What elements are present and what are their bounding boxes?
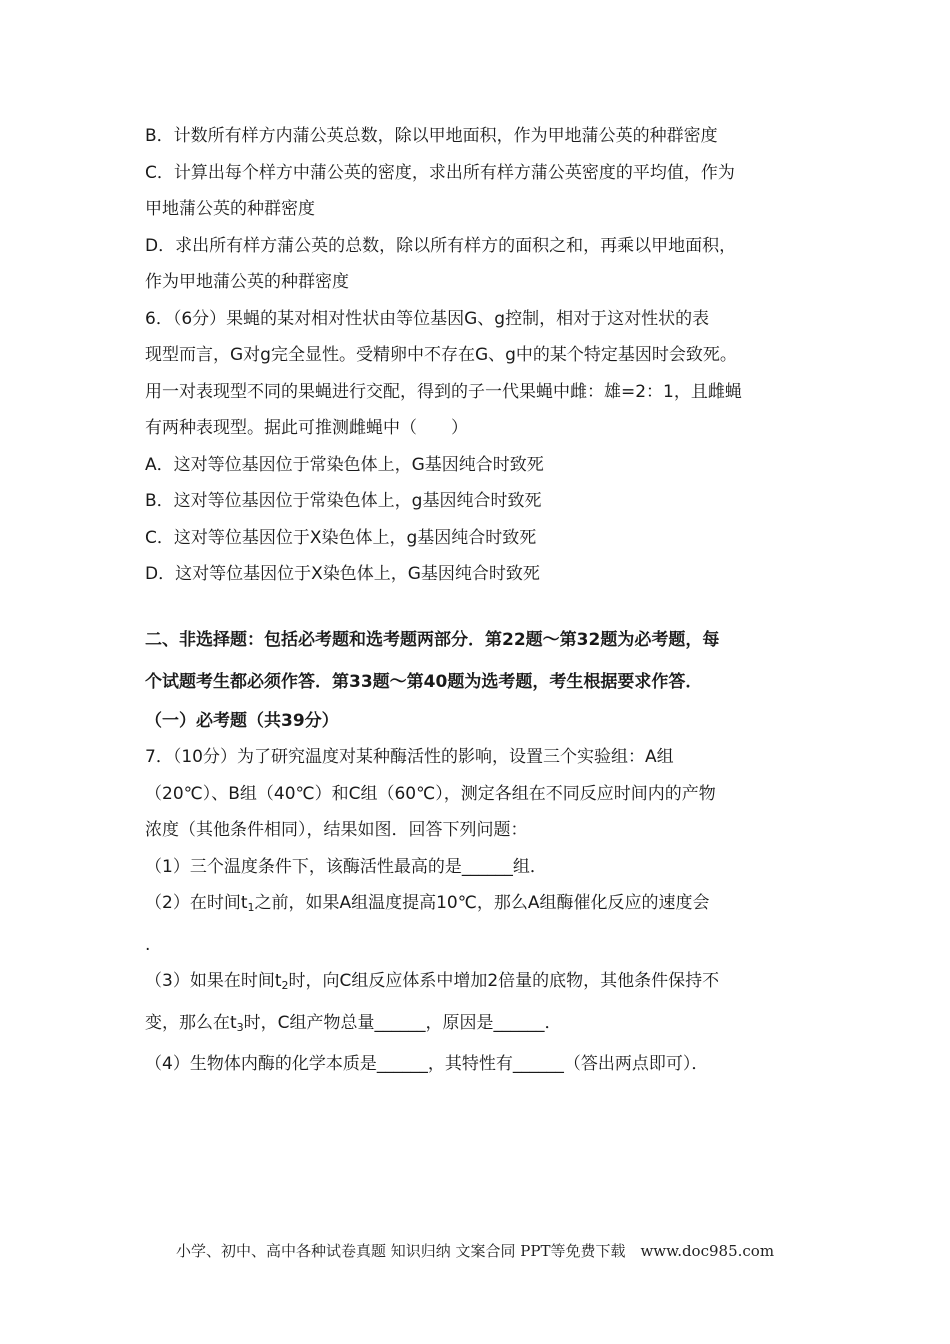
option-b-q6: B．这对等位基因位于常染色体上，g基因纯合时致死 <box>145 491 542 511</box>
option-c-q5-line2: 甲地蒲公英的种群密度 <box>145 199 315 219</box>
q7-sub3-text-d: 时，C组产物总量______，原因是______． <box>243 1012 562 1033</box>
question-7-line3: 浓度（其他条件相同），结果如图．回答下列问题： <box>145 820 528 840</box>
question-6-line4: 有两种表现型。据此可推测雌蝇中（ ） <box>145 418 468 438</box>
question-7-sub4: （4）生物体内酶的化学本质是______，其特性有______（答出两点即可）． <box>145 1054 709 1074</box>
option-a-q6: A．这对等位基因位于常染色体上，G基因纯合时致死 <box>145 454 544 475</box>
option-c-q5-line1: C．计算出每个样方中蒲公英的密度，求出所有样方蒲公英密度的平均值，作为 <box>145 162 735 183</box>
q7-sub2-text-a: （2）在时间t <box>145 893 248 913</box>
question-6-line2: 现型而言，G对g完全显性。受精卵中不存在G、g中的某个特定基因时会致死。 <box>145 345 737 365</box>
question-7-sub3 <box>145 963 825 1005</box>
question-7-line1: 7．（10分）为了研究温度对某种酶活性的影响，设置三个实验组：A组 <box>145 747 674 767</box>
q7-sub3-text-b: 时，向C组反应体系中增加2倍量的底物，其他条件保持不 <box>288 971 720 991</box>
question-7-sub3-cont <box>145 1005 825 1047</box>
q7-sub3-text-c: 变，那么在t <box>145 1012 237 1033</box>
option-b-q5: B．计数所有样方内蒲公英总数，除以甲地面积，作为甲地蒲公英的种群密度 <box>145 126 718 146</box>
subsection-heading: （一）必考题（共39分） <box>145 710 339 731</box>
option-d-q5-line2: 作为甲地蒲公英的种群密度 <box>145 272 349 292</box>
document-body <box>145 118 825 1083</box>
question-7-sub1: （1）三个温度条件下，该酶活性最高的是______组． <box>145 856 547 877</box>
section-gap <box>145 593 825 619</box>
subscript-1: 1 <box>247 901 255 914</box>
subscript-3: 3 <box>236 1020 244 1034</box>
option-d-q6: D．这对等位基因位于X染色体上，G基因纯合时致死 <box>145 564 540 584</box>
question-7-sub2 <box>145 885 825 927</box>
page-footer: 小学、初中、高中各种试卷真题 知识归纳 文案合同 PPT等免费下载 www.doc985.com <box>175 1242 775 1260</box>
section-heading-line1: 二、非选择题：包括必考题和选考题两部分．第22题～第32题为必考题，每 <box>145 629 720 650</box>
question-7-line2: （20℃）、B组（40℃）和C组（60℃），测定各组在不同反应时间内的产物 <box>145 783 716 804</box>
q7-sub2-text-b: 之前，如果A组温度提高10℃，那么A组酶催化反应的速度会 <box>254 893 710 913</box>
option-c-q6: C．这对等位基因位于X染色体上，g基因纯合时致死 <box>145 527 537 548</box>
section-heading-line2: 个试题考生都必须作答．第33题～第40题为选考题，考生根据要求作答． <box>145 671 703 692</box>
subscript-2: 2 <box>281 979 289 992</box>
q7-sub3-text-a: （3）如果在时间t <box>145 971 282 991</box>
question-6-line3: 用一对表现型不同的果蝇进行交配，得到的子一代果蝇中雌：雄=2：1，且雌蝇 <box>145 381 742 402</box>
option-d-q5-line1: D．求出所有样方蒲公英的总数，除以所有样方的面积之和，再乘以甲地面积， <box>145 235 737 256</box>
question-6-line1: 6．（6分）果蝇的某对相对性状由等位基因G、g控制，相对于这对性状的表 <box>145 308 710 329</box>
question-7-sub2-end: . <box>145 934 151 955</box>
